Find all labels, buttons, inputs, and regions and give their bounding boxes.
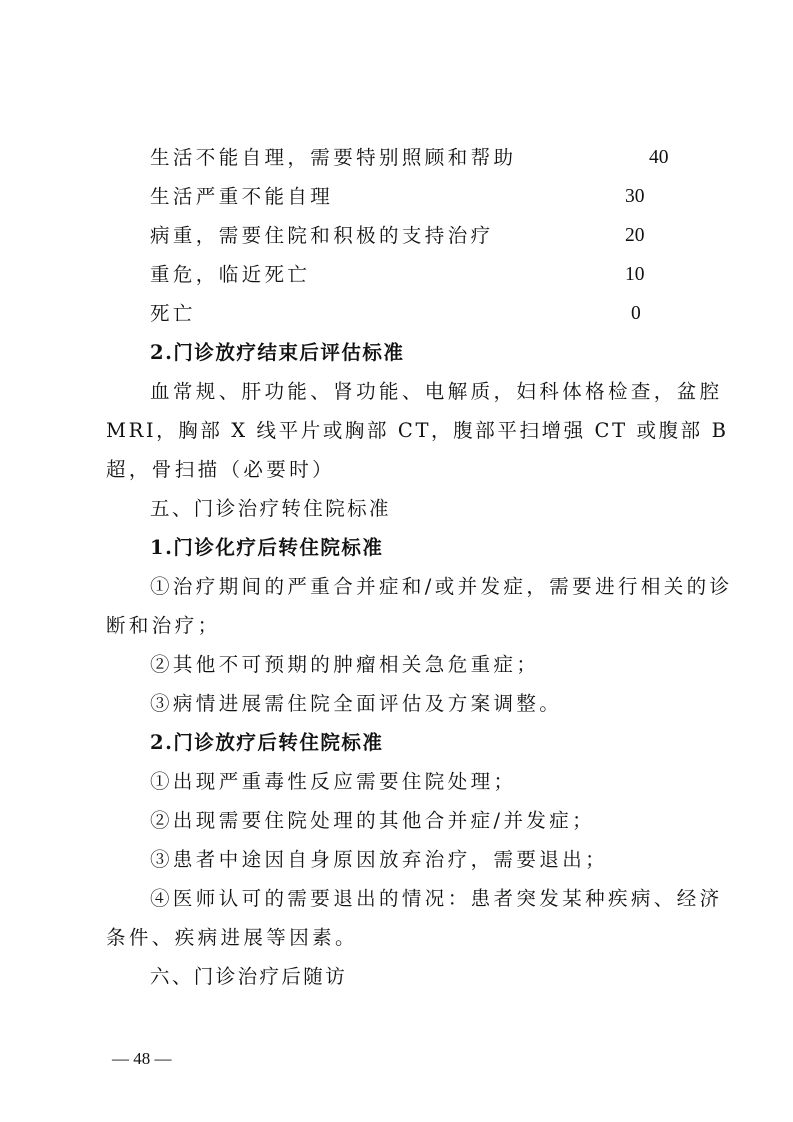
paragraph-line: MRI，胸部 X 线平片或胸部 CT，腹部平扫增强 CT 或腹部 B xyxy=(106,419,729,442)
score-row-value: 0 xyxy=(631,303,641,324)
subsection-heading: 2.门诊放疗后转住院标准 xyxy=(150,731,384,754)
paragraph-line: ①治疗期间的严重合并症和/或并发症，需要进行相关的诊 xyxy=(150,575,733,598)
section-heading: 2.门诊放疗结束后评估标准 xyxy=(150,341,405,364)
section-heading: 五、门诊治疗转住院标准 xyxy=(150,497,391,520)
page-number: — 48 — xyxy=(112,1049,172,1068)
score-row-label: 生活严重不能自理 xyxy=(150,185,334,208)
paragraph-line: ④医师认可的需要退出的情况：患者突发某种疾病、经济 xyxy=(150,887,723,910)
paragraph-line: 断和治疗； xyxy=(106,614,221,637)
paragraph-line: 条件、疾病进展等因素。 xyxy=(106,926,358,949)
score-row-value: 30 xyxy=(625,186,645,207)
score-row-value: 10 xyxy=(625,264,645,285)
score-row-value: 20 xyxy=(625,225,645,246)
paragraph-line: ①出现严重毒性反应需要住院处理； xyxy=(150,770,517,793)
score-row-label: 重危，临近死亡 xyxy=(150,263,311,286)
paragraph-line: ③患者中途因自身原因放弃治疗，需要退出； xyxy=(150,848,609,871)
score-row-label: 生活不能自理，需要特别照顾和帮助 xyxy=(150,146,517,169)
paragraph-line: ②其他不可预期的肿瘤相关急危重症； xyxy=(150,653,540,676)
paragraph-line: ②出现需要住院处理的其他合并症/并发症； xyxy=(150,809,596,832)
paragraph-line: 超，骨扫描（必要时） xyxy=(106,458,336,481)
paragraph-line: 血常规、肝功能、肾功能、电解质，妇科体格检查，盆腔 xyxy=(150,380,723,403)
subsection-heading: 1.门诊化疗后转住院标准 xyxy=(150,536,384,559)
score-row-label: 死亡 xyxy=(150,302,196,325)
score-row-value: 40 xyxy=(649,147,669,168)
section-heading: 六、门诊治疗后随访 xyxy=(150,965,348,988)
paragraph-line: ③病情进展需住院全面评估及方案调整。 xyxy=(150,692,563,715)
score-row-label: 病重，需要住院和积极的支持治疗 xyxy=(150,224,494,247)
